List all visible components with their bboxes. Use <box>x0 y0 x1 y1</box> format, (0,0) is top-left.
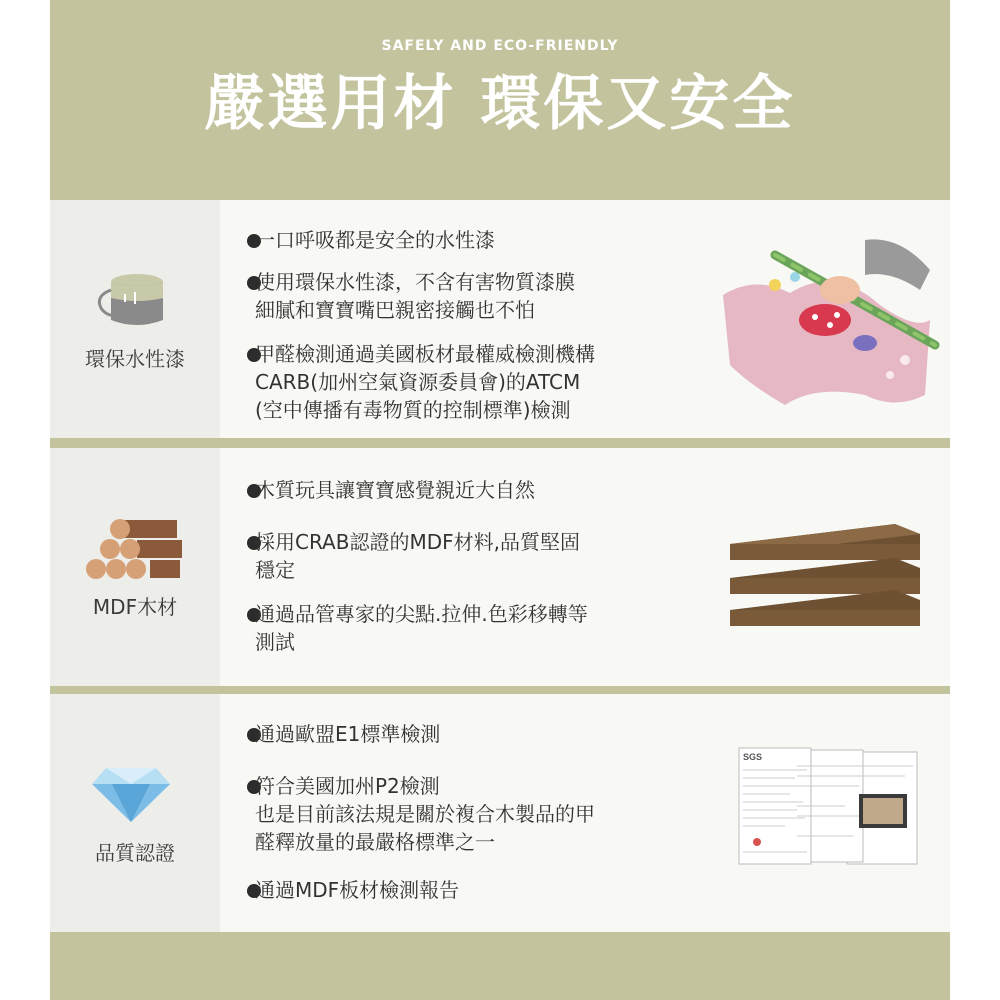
bullet-text: 通過歐盟E1標準檢測 <box>255 722 441 746</box>
section-label: 環保水性漆 <box>85 347 185 371</box>
section-certification <box>50 694 950 932</box>
header-title: 嚴選用材 環保又安全 <box>204 69 796 139</box>
section-mdf <box>50 448 950 686</box>
log-pile-icon <box>82 518 182 580</box>
paint-bucket-icon <box>95 268 167 334</box>
bullet-text: 使用環保水性漆，不含有害物質漆膜 細膩和寶寶嘴巴親密接觸也不怕 <box>255 270 575 322</box>
section-label: MDF木材 <box>92 595 178 619</box>
header-subtitle: SAFELY AND ECO-FRIENDLY <box>381 38 619 54</box>
bullet-text: 木質玩具讓寶寶感覺親近大自然 <box>255 478 535 502</box>
bullet-text: 通過MDF板材檢測報告 <box>255 878 460 902</box>
page-panel <box>50 0 950 1000</box>
bullet-text: 甲醛檢測通過美國板材最權威檢測機構 CARB(加州空氣資源委員會)的ATCM (空中傳播有毒物質的控制標準)檢測 <box>255 342 595 422</box>
bullet-text: 通過品管專家的尖點.拉伸.色彩移轉等 測試 <box>255 602 588 654</box>
bullet-text: 符合美國加州P2檢測 也是目前該法規是關於複合木製品的甲 醛釋放量的最嚴格標準之一 <box>255 774 595 854</box>
report-logo: SGS <box>743 752 763 762</box>
wood-boards-image <box>730 516 925 631</box>
bullet-text: 採用CRAB認證的MDF材料,品質堅固 穩定 <box>255 530 580 582</box>
painted-board-image <box>715 235 945 425</box>
bullet-text: 一口呼吸都是安全的水性漆 <box>255 228 495 252</box>
section-paint <box>50 200 950 438</box>
section-label: 品質認證 <box>95 841 175 865</box>
diamond-icon <box>92 766 170 822</box>
test-report-image <box>735 746 920 868</box>
